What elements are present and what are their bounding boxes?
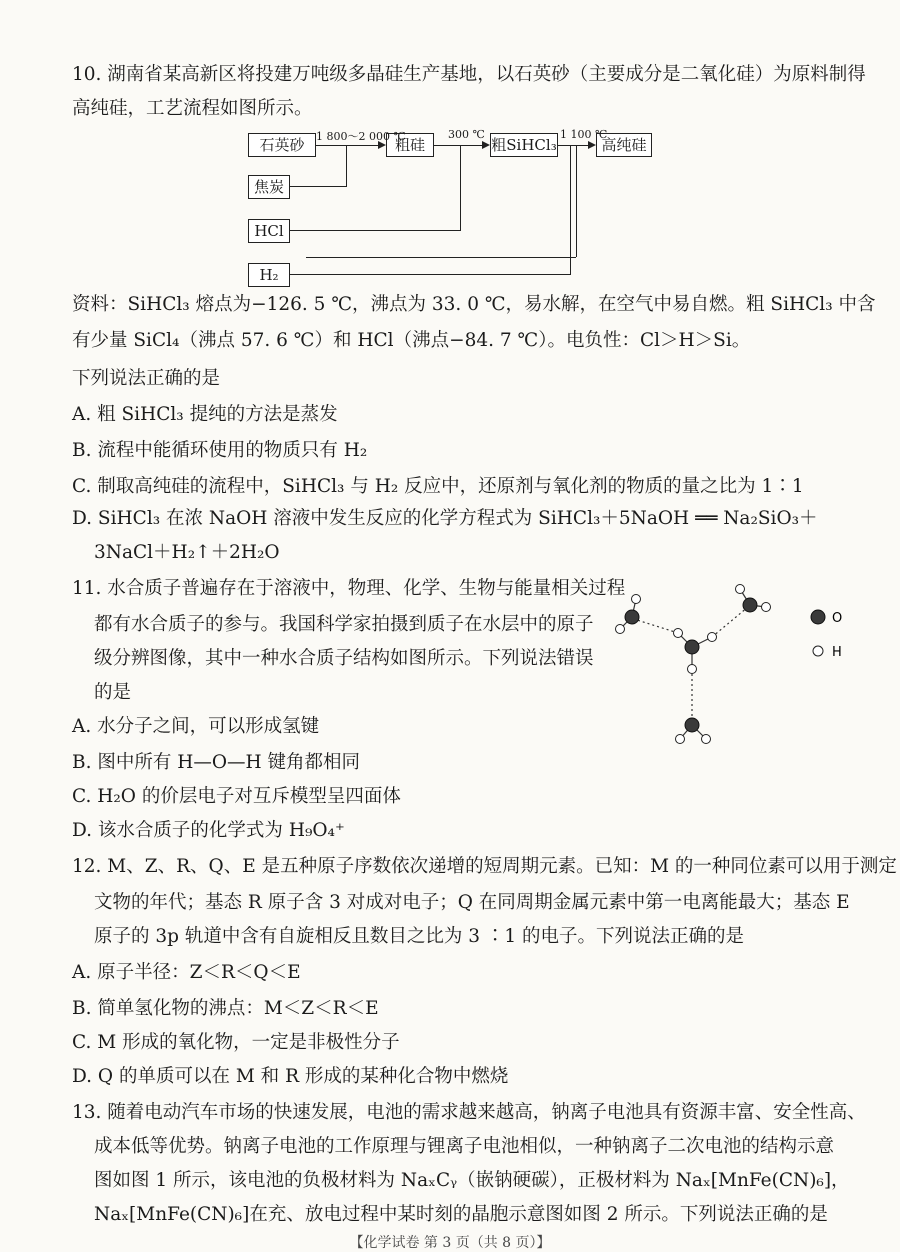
flow-box-crude-si: 粗硅 xyxy=(386,133,434,157)
h-atom xyxy=(688,665,697,674)
q10-stem-line2: 高纯硅，工艺流程如图所示。 xyxy=(72,98,313,119)
o-atom-right xyxy=(743,598,757,612)
flow-cond-2: 300 ℃ xyxy=(448,128,485,141)
flow-box-h2: H₂ xyxy=(248,263,290,287)
q10-info-line2: 有少量 SiCl₄（沸点 57. 6 ℃）和 HCl（沸点−84. 7 ℃）。电负性：Cl＞H＞Si。 xyxy=(72,330,751,351)
h-atom xyxy=(762,603,771,612)
flow-cond-1: 1 800～2 000 ℃ xyxy=(316,130,406,143)
legend-o-label: O xyxy=(832,611,843,626)
q10-option-c: C. 制取高纯硅的流程中，SiHCl₃ 与 H₂ 反应中，还原剂与氧化剂的物质的量之比为 1∶1 xyxy=(72,476,804,497)
flow-cond-3: 1 100 ℃ xyxy=(560,128,608,141)
h-atom xyxy=(674,629,683,638)
legend-h-swatch xyxy=(813,646,823,656)
h-atom xyxy=(632,595,641,604)
h-atom xyxy=(708,633,717,642)
q11-stem-line2: 都有水合质子的参与。我国科学家拍摄到质子在水层中的原子 xyxy=(94,614,594,635)
legend-o-swatch xyxy=(811,610,825,624)
q11-stem-line1: 11. 水合质子普遍存在于溶液中，物理、化学、生物与能量相关过程 xyxy=(72,578,626,599)
q13-stem-line3: 图如图 1 所示，该电池的负极材料为 NaₓCᵧ（嵌钠硬碳），正极材料为 Naₓ[MnFe(CN)₆]， xyxy=(94,1170,850,1191)
o-atom-center xyxy=(685,640,699,654)
q10-option-a: A. 粗 SiHCl₃ 提纯的方法是蒸发 xyxy=(72,404,338,425)
q11-option-d: D. 该水合质子的化学式为 H₉O₄⁺ xyxy=(72,820,345,841)
q13-stem-line1: 13. 随着电动汽车市场的快速发展，电池的需求越来越高，钠离子电池具有资源丰富、安全性高、 xyxy=(72,1102,866,1123)
hydronium-cluster-diagram xyxy=(600,575,890,775)
q10-stem-line1: 10. 湖南省某高新区将投建万吨级多晶硅生产基地，以石英砂（主要成分是二氧化硅）为原料制得 xyxy=(72,64,866,85)
q12-stem-line2: 文物的年代；基态 R 原子含 3 对成对电子；Q 在同周期金属元素中第一电离能最大；基态 E xyxy=(94,892,850,913)
h-atom xyxy=(736,585,745,594)
q13-stem-line4: Naₓ[MnFe(CN)₆]在充、放电过程中某时刻的晶胞示意图如图 2 所示。下列说法正确的是 xyxy=(94,1204,828,1225)
flow-box-hcl: HCl xyxy=(248,219,290,243)
q12-option-d: D. Q 的单质可以在 M 和 R 形成的某种化合物中燃烧 xyxy=(72,1066,509,1087)
q10-option-b: B. 流程中能循环使用的物质只有 H₂ xyxy=(72,440,368,461)
h-atom xyxy=(616,625,625,634)
q12-option-b: B. 简单氢化物的沸点：M＜Z＜R＜E xyxy=(72,998,379,1019)
flow-box-crude-sihcl3: 粗SiHCl₃ xyxy=(490,133,558,157)
q10-option-d-line2: 3NaCl＋H₂↑＋2H₂O xyxy=(94,542,280,563)
flow-box-coke: 焦炭 xyxy=(248,175,290,199)
flow-box-quartz: 石英砂 xyxy=(248,133,316,157)
q10-flowchart xyxy=(240,125,680,285)
o-atom-left xyxy=(625,610,639,624)
q11-stem-line3: 级分辨图像，其中一种水合质子结构如图所示。下列说法错误 xyxy=(94,648,594,669)
h-atom xyxy=(702,735,711,744)
q10-option-d-line1: D. SiHCl₃ 在浓 NaOH 溶液中发生反应的化学方程式为 SiHCl₃＋5NaOH ══ Na₂SiO₃＋ xyxy=(72,508,818,529)
flow-box-pure-si: 高纯硅 xyxy=(596,133,652,157)
q10-question: 下列说法正确的是 xyxy=(72,368,221,389)
page-footer: 【化学试卷 第 3 页（共 8 页）】 xyxy=(349,1235,551,1251)
q11-option-c: C. H₂O 的价层电子对互斥模型呈四面体 xyxy=(72,786,401,807)
legend-h-label: H xyxy=(832,645,842,660)
q12-stem-line3: 原子的 3p 轨道中含有自旋相反且数目之比为 3 ∶1 的电子。下列说法正确的是 xyxy=(94,926,745,947)
q12-stem-line1: 12. M、Z、R、Q、E 是五种原子序数依次递增的短周期元素。已知：M 的一种同位素可以用于测定 xyxy=(72,856,897,877)
q12-option-c: C. M 形成的氧化物，一定是非极性分子 xyxy=(72,1032,400,1053)
o-atom-bottom xyxy=(685,718,699,732)
q11-option-a: A. 水分子之间，可以形成氢键 xyxy=(72,716,320,737)
q10-info-line1: 资料：SiHCl₃ 熔点为−126. 5 ℃，沸点为 33. 0 ℃，易水解，在空气中易自燃。粗 SiHCl₃ 中含 xyxy=(72,294,876,315)
q12-option-a: A. 原子半径：Z＜R＜Q＜E xyxy=(72,962,301,983)
h-atom xyxy=(676,735,685,744)
q11-stem-line4: 的是 xyxy=(94,682,132,703)
q13-stem-line2: 成本低等优势。钠离子电池的工作原理与锂离子电池相似，一种钠离子二次电池的结构示意 xyxy=(94,1136,835,1157)
q11-option-b: B. 图中所有 H—O—H 键角都相同 xyxy=(72,752,361,773)
